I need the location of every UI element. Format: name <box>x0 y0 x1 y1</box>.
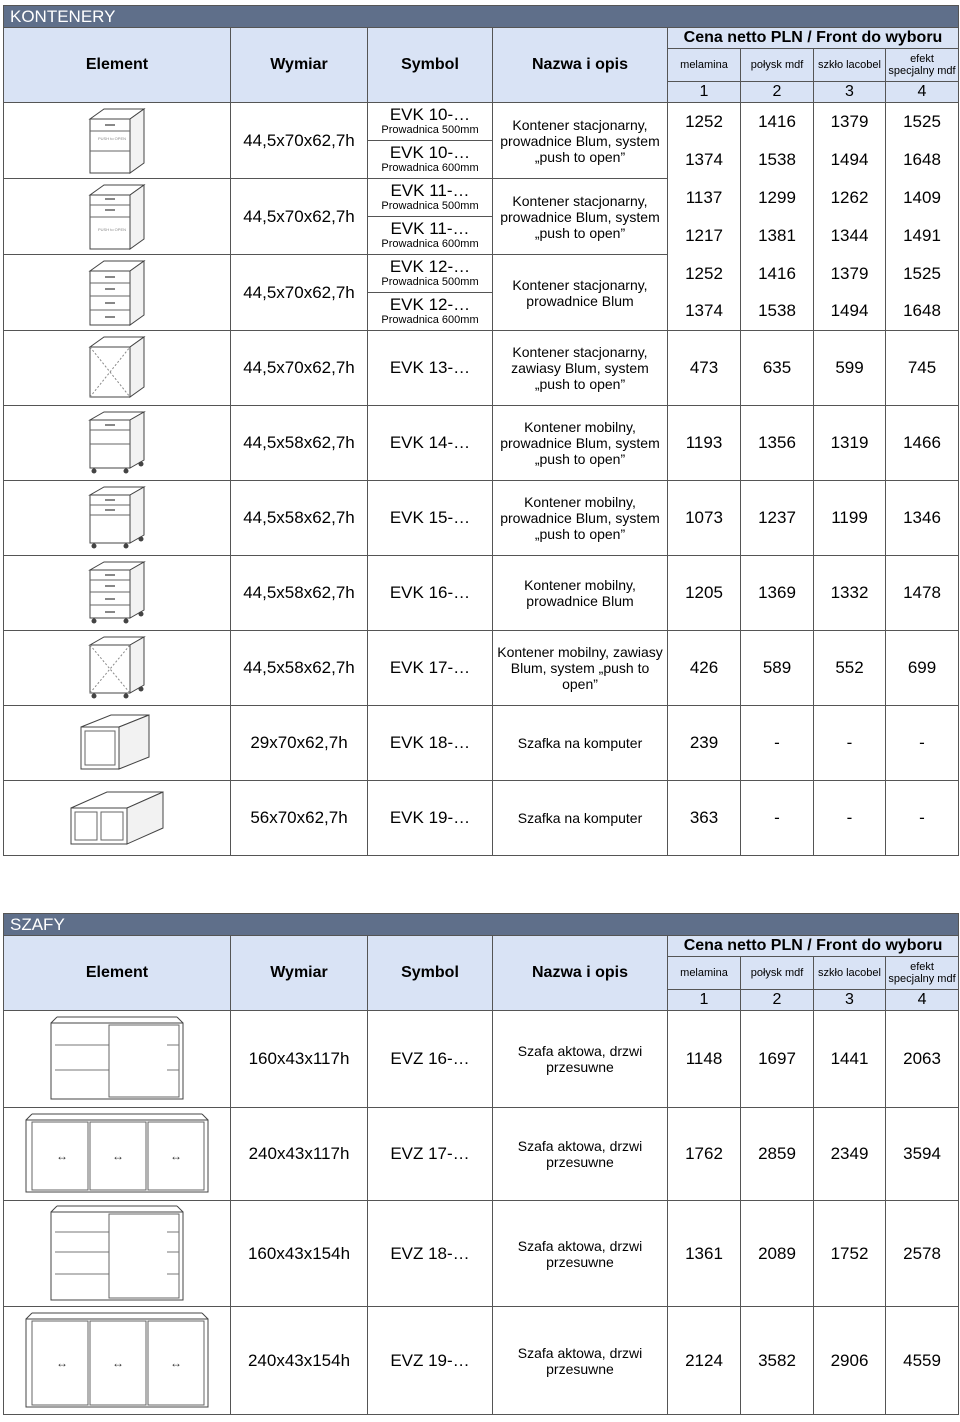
description-cell: Kontener mobilny, zawiasy Blum, system „push to open” <box>493 631 668 706</box>
table-row <box>4 631 959 706</box>
svg-text:↔: ↔ <box>112 1149 124 1163</box>
price-efekt: - <box>886 706 959 781</box>
price-efekt: 1491 <box>886 217 959 255</box>
price-melamina: 363 <box>668 781 741 856</box>
table-row <box>4 481 959 556</box>
price-efekt: 1409 <box>886 179 959 217</box>
description-cell: Kontener mobilny, prowadnice Blum, system „push to open” <box>493 406 668 481</box>
table-row <box>4 406 959 481</box>
element-image <box>4 1011 231 1108</box>
svg-text:↔: ↔ <box>56 1355 68 1370</box>
computer-cabinet-double-icon <box>67 788 167 848</box>
table-row <box>4 1011 959 1108</box>
header-wymiar: Wymiar <box>231 28 368 103</box>
header-col-szklo: szkło lacobel <box>814 957 886 990</box>
symbol-cell <box>368 103 493 141</box>
price-polysk: 1369 <box>741 556 814 631</box>
header-num-3: 3 <box>814 990 886 1011</box>
table-row <box>4 331 959 406</box>
price-polysk: 1381 <box>741 217 814 255</box>
price-melamina: 1205 <box>668 556 741 631</box>
table-row <box>4 556 959 631</box>
price-melamina: 473 <box>668 331 741 406</box>
description-cell: Kontener mobilny, prowadnice Blum <box>493 556 668 631</box>
price-szklo: 1319 <box>814 406 886 481</box>
element-image <box>4 781 231 856</box>
header-col-polysk: połysk mdf <box>741 49 814 82</box>
symbol-cell: EVZ 18-… <box>368 1201 493 1307</box>
symbol-cell: EVK 17-… <box>368 631 493 706</box>
table-row <box>4 1307 959 1415</box>
symbol-variant: Prowadnica 500mm <box>381 200 479 212</box>
price-szklo: 1262 <box>814 179 886 217</box>
symbol-cell: EVZ 16-… <box>368 1011 493 1108</box>
header-nazwa: Nazwa i opis <box>493 28 668 103</box>
symbol-cell: EVK 18-… <box>368 706 493 781</box>
element-image <box>4 1307 231 1415</box>
symbol-variant: Prowadnica 600mm <box>381 314 479 326</box>
price-polysk: 1538 <box>741 141 814 179</box>
dimension-cell: 44,5x58x62,7h <box>231 556 368 631</box>
price-efekt: 745 <box>886 331 959 406</box>
price-polysk: 1356 <box>741 406 814 481</box>
price-szklo: 2906 <box>814 1307 886 1415</box>
element-image <box>4 255 231 331</box>
price-szklo: 599 <box>814 331 886 406</box>
mobile-container-icon <box>86 410 148 476</box>
drawer-container-icon <box>86 107 148 175</box>
price-efekt: 2063 <box>886 1011 959 1108</box>
dimension-cell: 240x43x154h <box>231 1307 368 1415</box>
symbol-cell: EVK 16-… <box>368 556 493 631</box>
price-efekt: 1648 <box>886 293 959 331</box>
price-melamina: 1374 <box>668 141 741 179</box>
symbol-cell <box>368 179 493 217</box>
description-cell: Kontener mobilny, prowadnice Blum, system „push to open” <box>493 481 668 556</box>
dimension-cell: 29x70x62,7h <box>231 706 368 781</box>
dimension-cell: 44,5x58x62,7h <box>231 481 368 556</box>
price-szklo: 1441 <box>814 1011 886 1108</box>
element-image <box>4 556 231 631</box>
header-col-melamina: melamina <box>668 957 741 990</box>
price-szklo: 1752 <box>814 1201 886 1307</box>
symbol-cell <box>368 255 493 293</box>
price-melamina: 1361 <box>668 1201 741 1307</box>
price-efekt: 1648 <box>886 141 959 179</box>
computer-cabinet-icon <box>77 713 157 773</box>
header-nazwa: Nazwa i opis <box>493 936 668 1011</box>
symbol-cell: EVK 14-… <box>368 406 493 481</box>
mobile-container-icon <box>86 485 148 551</box>
symbol-cell: EVK 13-… <box>368 331 493 406</box>
price-szklo: 552 <box>814 631 886 706</box>
header-col-efekt: efekt specjalny mdf <box>886 49 959 82</box>
price-efekt: 699 <box>886 631 959 706</box>
price-efekt: 1525 <box>886 103 959 141</box>
header-col-szklo: szkło lacobel <box>814 49 886 82</box>
description-cell: Kontener stacjonarny, zawiasy Blum, system „push to open” <box>493 331 668 406</box>
price-polysk: 589 <box>741 631 814 706</box>
description-cell: Szafka na komputer <box>493 706 668 781</box>
header-cena: Cena netto PLN / Front do wyboru <box>668 936 959 957</box>
symbol-code: EVK 11-… <box>390 219 470 238</box>
element-image <box>4 179 231 255</box>
svg-text:↔: ↔ <box>112 1355 124 1370</box>
dimension-cell: 44,5x58x62,7h <box>231 406 368 481</box>
description-cell: Kontener stacjonarny, prowadnice Blum, system „push to open” <box>493 103 668 179</box>
price-szklo: 1332 <box>814 556 886 631</box>
price-polysk: 2089 <box>741 1201 814 1307</box>
price-melamina: 1073 <box>668 481 741 556</box>
description-cell: Szafka na komputer <box>493 781 668 856</box>
table-row <box>4 1108 959 1201</box>
dimension-cell: 44,5x70x62,7h <box>231 255 368 331</box>
description-cell: Szafa aktowa, drzwi przesuwne <box>493 1011 668 1108</box>
sliding-wardrobe-wide-tall-icon <box>22 1311 212 1411</box>
price-efekt: 1525 <box>886 255 959 293</box>
price-efekt: 1346 <box>886 481 959 556</box>
price-szklo: 1379 <box>814 255 886 293</box>
price-szklo: - <box>814 781 886 856</box>
description-cell: Kontener stacjonarny, prowadnice Blum <box>493 255 668 331</box>
table-row <box>4 781 959 856</box>
dimension-cell: 56x70x62,7h <box>231 781 368 856</box>
price-polysk: 1697 <box>741 1011 814 1108</box>
symbol-code: EVK 10-… <box>389 143 471 162</box>
element-image <box>4 1108 231 1201</box>
header-element: Element <box>4 936 231 1011</box>
price-melamina: 1762 <box>668 1108 741 1201</box>
svg-text:↔: ↔ <box>56 1149 68 1163</box>
price-polysk: 2859 <box>741 1108 814 1201</box>
price-polysk: 3582 <box>741 1307 814 1415</box>
section-title-kontenery: KONTENERY <box>4 6 959 28</box>
element-image <box>4 706 231 781</box>
description-cell: Szafa aktowa, drzwi przesuwne <box>493 1307 668 1415</box>
szafy-table <box>3 913 959 1415</box>
drawer-container-icon <box>86 183 148 251</box>
symbol-code: EVK 12-… <box>389 257 471 276</box>
dimension-cell: 160x43x117h <box>231 1011 368 1108</box>
price-efekt: 1466 <box>886 406 959 481</box>
price-efekt: 1478 <box>886 556 959 631</box>
dimension-cell: 160x43x154h <box>231 1201 368 1307</box>
sliding-wardrobe-tall-icon <box>47 1204 187 1304</box>
element-image <box>4 406 231 481</box>
price-polysk: 1299 <box>741 179 814 217</box>
mobile-cabinet-door-icon <box>86 635 148 701</box>
price-szklo: 1199 <box>814 481 886 556</box>
header-cena: Cena netto PLN / Front do wyboru <box>668 28 959 49</box>
price-melamina: 1252 <box>668 255 741 293</box>
symbol-cell: EVK 15-… <box>368 481 493 556</box>
header-col-polysk: połysk mdf <box>741 957 814 990</box>
element-image <box>4 631 231 706</box>
description-cell: Kontener stacjonarny, prowadnice Blum, system „push to open” <box>493 179 668 255</box>
table-row <box>4 1201 959 1307</box>
header-num-4: 4 <box>886 990 959 1011</box>
price-polysk: 635 <box>741 331 814 406</box>
price-szklo: - <box>814 706 886 781</box>
price-polysk: - <box>741 706 814 781</box>
element-image <box>4 1201 231 1307</box>
header-num-2: 2 <box>741 990 814 1011</box>
symbol-cell: EVK 19-… <box>368 781 493 856</box>
price-szklo: 2349 <box>814 1108 886 1201</box>
symbol-code: EVK 11-… <box>390 181 470 200</box>
sliding-wardrobe-wide-icon <box>22 1112 212 1196</box>
header-symbol: Symbol <box>368 936 493 1011</box>
price-szklo: 1494 <box>814 293 886 331</box>
dimension-cell: 240x43x117h <box>231 1108 368 1201</box>
symbol-cell: EVZ 17-… <box>368 1108 493 1201</box>
element-image <box>4 103 231 179</box>
header-element: Element <box>4 28 231 103</box>
symbol-variant: Prowadnica 500mm <box>381 276 479 288</box>
price-melamina: 426 <box>668 631 741 706</box>
element-image <box>4 481 231 556</box>
symbol-code: EVK 12-… <box>389 295 471 314</box>
price-szklo: 1494 <box>814 141 886 179</box>
symbol-code: EVK 10-… <box>389 105 471 124</box>
mobile-container-icon <box>86 560 148 626</box>
element-image <box>4 331 231 406</box>
price-melamina: 1193 <box>668 406 741 481</box>
price-polysk: 1416 <box>741 103 814 141</box>
symbol-variant: Prowadnica 500mm <box>381 124 479 136</box>
price-efekt: 4559 <box>886 1307 959 1415</box>
dimension-cell: 44,5x70x62,7h <box>231 103 368 179</box>
price-efekt: - <box>886 781 959 856</box>
description-cell: Szafa aktowa, drzwi przesuwne <box>493 1201 668 1307</box>
symbol-variant: Prowadnica 600mm <box>381 162 479 174</box>
header-num-3: 3 <box>814 82 886 103</box>
price-polysk: - <box>741 781 814 856</box>
price-efekt: 2578 <box>886 1201 959 1307</box>
price-melamina: 2124 <box>668 1307 741 1415</box>
header-col-melamina: melamina <box>668 49 741 82</box>
symbol-cell <box>368 293 493 331</box>
header-num-4: 4 <box>886 82 959 103</box>
price-polysk: 1416 <box>741 255 814 293</box>
dimension-cell: 44,5x70x62,7h <box>231 179 368 255</box>
kontenery-table <box>3 5 959 856</box>
symbol-cell <box>368 217 493 255</box>
price-melamina: 1374 <box>668 293 741 331</box>
price-melamina: 1137 <box>668 179 741 217</box>
symbol-variant: Prowadnica 600mm <box>381 238 479 250</box>
price-szklo: 1344 <box>814 217 886 255</box>
description-cell: Szafa aktowa, drzwi przesuwne <box>493 1108 668 1201</box>
table-row <box>4 706 959 781</box>
dimension-cell: 44,5x70x62,7h <box>231 331 368 406</box>
header-num-1: 1 <box>668 990 741 1011</box>
header-num-1: 1 <box>668 82 741 103</box>
price-melamina: 239 <box>668 706 741 781</box>
symbol-cell <box>368 141 493 179</box>
header-num-2: 2 <box>741 82 814 103</box>
svg-text:↔: ↔ <box>170 1149 182 1163</box>
symbol-cell: EVZ 19-… <box>368 1307 493 1415</box>
header-wymiar: Wymiar <box>231 936 368 1011</box>
svg-text:↔: ↔ <box>170 1355 182 1370</box>
drawer-container-icon <box>86 259 148 327</box>
cabinet-door-icon <box>86 335 148 401</box>
section-title-szafy: SZAFY <box>4 914 959 936</box>
header-symbol: Symbol <box>368 28 493 103</box>
dimension-cell: 44,5x58x62,7h <box>231 631 368 706</box>
price-polysk: 1538 <box>741 293 814 331</box>
price-szklo: 1379 <box>814 103 886 141</box>
price-melamina: 1217 <box>668 217 741 255</box>
sliding-wardrobe-icon <box>47 1015 187 1103</box>
price-polysk: 1237 <box>741 481 814 556</box>
price-melamina: 1252 <box>668 103 741 141</box>
price-efekt: 3594 <box>886 1108 959 1201</box>
price-melamina: 1148 <box>668 1011 741 1108</box>
svg-text:PUSH to OPEN: PUSH to OPEN <box>98 226 127 232</box>
svg-text:PUSH to OPEN: PUSH to OPEN <box>98 135 127 141</box>
header-col-efekt: efekt specjalny mdf <box>886 957 959 990</box>
